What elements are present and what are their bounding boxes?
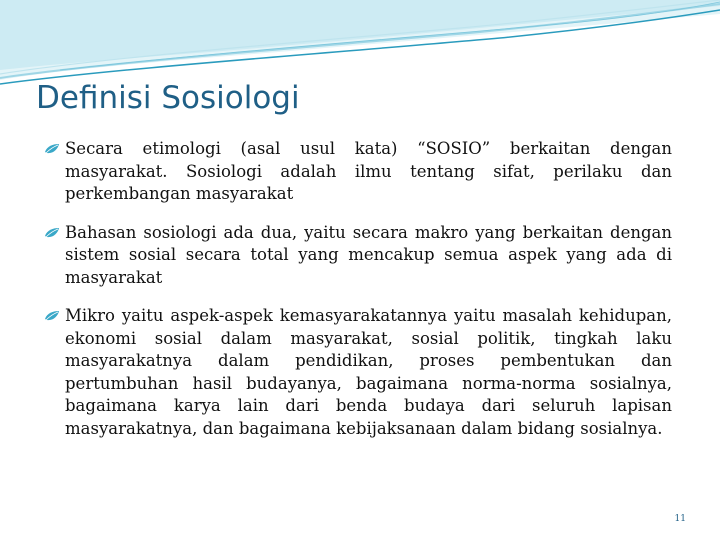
bullet-list xyxy=(44,138,672,456)
bullet-text: Mikro yaitu aspek-aspek kemasyarakatannya yaitu masalah kehidupan, ekonomi sosial dalam masyarakat, sosial politik, tingkah laku masyarakatnya dalam pendidikan, proses pembentukan dan pertumbuhan hasil budayanya, bagaimana norma-norma sosialnya, bagaimana karya lain dari benda budaya dari seluruh lapisan masyarakatnya, dan bagaimana kebijaksanaan dalam bidang sosialnya. xyxy=(65,306,672,438)
bullet-item xyxy=(44,305,672,440)
bullet-text: Secara etimologi (asal usul kata) “SOSIO” berkaitan dengan masyarakat. Sosiologi adalah ilmu tentang sifat, perilaku dan perkembangan masyarakat xyxy=(65,139,672,203)
bullet-text: Bahasan sosiologi ada dua, yaitu secara makro yang berkaitan dengan sistem sosial secara total yang mencakup semua aspek yang ada di masyarakat xyxy=(65,222,672,287)
slide-title: Definisi Sosiologi xyxy=(36,80,300,116)
leaf-bullet-icon xyxy=(44,310,60,322)
bullet-item xyxy=(44,222,672,290)
page-number: 11 xyxy=(674,514,686,524)
leaf-bullet-icon xyxy=(44,143,60,155)
leaf-bullet-icon xyxy=(44,227,60,239)
bullet-item xyxy=(44,138,672,206)
